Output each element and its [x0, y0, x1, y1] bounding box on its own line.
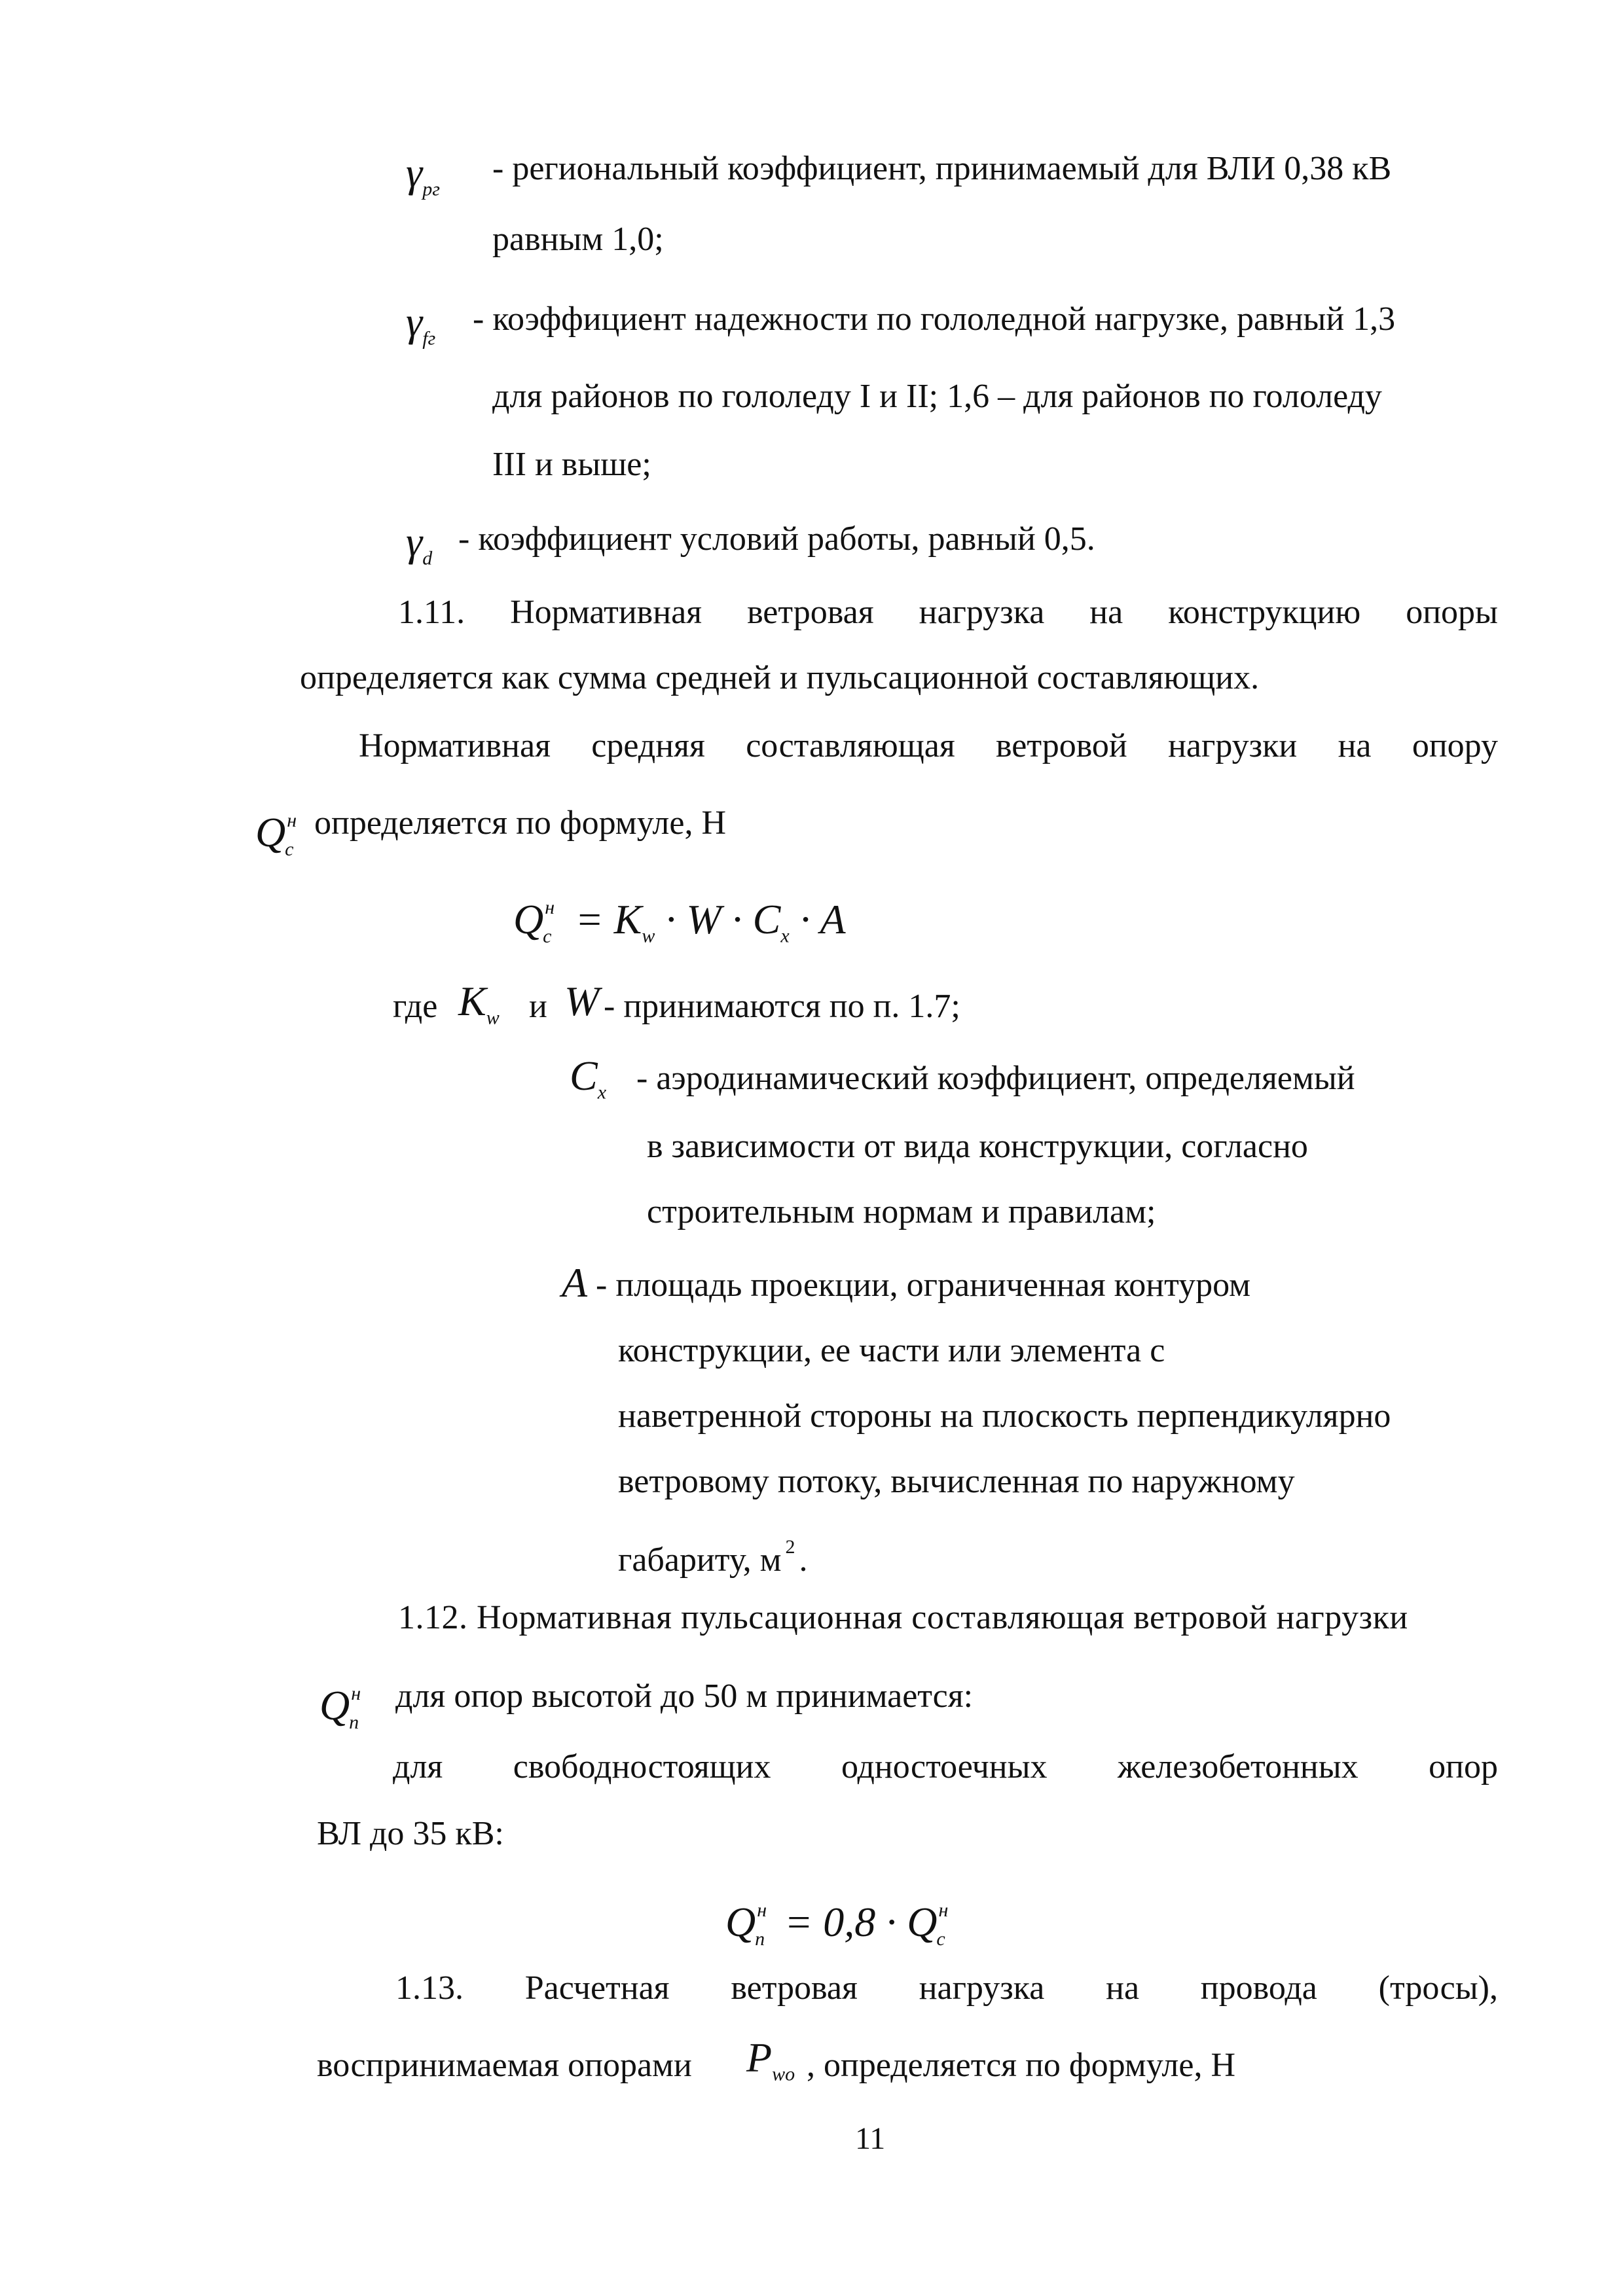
- p113-line2a: воспринимаемая опорами: [317, 2047, 692, 2084]
- pwo-symbol: $P_{wo}$: [746, 2034, 795, 2085]
- a-cont4: габариту, м $^2$ .: [618, 1536, 808, 1579]
- where-text: - принимаются по п. 1.7;: [604, 988, 960, 1025]
- p111b-line2: определяется по формуле, Н: [314, 804, 727, 842]
- gamma-fg-cont1: для районов по гололеду I и II; 1,6 – для районов по гололеду: [492, 378, 1382, 415]
- a-symbol: A: [562, 1259, 588, 1306]
- where-and: и: [529, 988, 547, 1025]
- gamma-fg-symbol: $\gamma_{fг}$: [406, 298, 436, 350]
- cx-text: - аэродинамический коэффициент, определяемый: [636, 1060, 1355, 1097]
- a-text: - площадь проекции, ограниченная контуром: [596, 1266, 1251, 1304]
- gamma-d-symbol: $\gamma_d$: [406, 518, 433, 569]
- p111-line2: определяется как сумма средней и пульсационной составляющих.: [300, 659, 1260, 696]
- formula-qc: $Q^н_с = K_w \cdot W \cdot C_x \cdot A$: [513, 896, 846, 947]
- gamma-rg-cont: равным 1,0;: [492, 221, 664, 258]
- p112-line3: для свободностоящих одностоечных железобетонных опор: [393, 1748, 1498, 1785]
- a-cont1: конструкции, ее части или элемента с: [618, 1332, 1165, 1369]
- a-cont3: ветровому потоку, вычисленная по наружному: [618, 1463, 1295, 1500]
- qp-symbol: $Q^н_п$: [319, 1682, 361, 1733]
- gamma-fg-cont2: III и выше;: [492, 446, 651, 483]
- p112-line4: ВЛ до 35 кВ:: [317, 1815, 504, 1852]
- w-symbol: W: [564, 978, 600, 1024]
- page-number: 11: [855, 2121, 886, 2156]
- p111b-line1: Нормативная средняя составляющая ветровой нагрузки на опору: [359, 727, 1498, 764]
- a-cont2: наветренной стороны на плоскость перпендикулярно: [618, 1397, 1391, 1435]
- gamma-d-text: - коэффициент условий работы, равный 0,5.: [458, 520, 1095, 558]
- gamma-rg-text: - региональный коэффициент, принимаемый для ВЛИ 0,38 кВ: [492, 150, 1392, 187]
- p112-line2: для опор высотой до 50 м принимается:: [395, 1677, 974, 1715]
- cx-cont2: строительным нормам и правилам;: [647, 1193, 1156, 1230]
- cx-symbol: $C_x$: [570, 1052, 607, 1103]
- p111-line1: 1.11. Нормативная ветровая нагрузка на конструкцию опоры: [398, 594, 1498, 631]
- gamma-fg-text: - коэффициент надежности по гололедной нагрузке, равный 1,3: [473, 300, 1396, 338]
- p113-line2b: , определяется по формуле, Н: [807, 2047, 1236, 2084]
- kw-symbol: $K_w$: [458, 978, 500, 1029]
- p113-line1: 1.13. Расчетная ветровая нагрузка на провода (тросы),: [395, 1969, 1498, 2007]
- cx-cont1: в зависимости от вида конструкции, согласно: [647, 1128, 1308, 1165]
- where-prefix: где: [393, 988, 438, 1025]
- p112-line1: 1.12. Нормативная пульсационная составляющая ветровой нагрузки: [398, 1599, 1408, 1636]
- gamma-rg-symbol: $\gamma_{рг}$: [406, 149, 440, 200]
- formula-qp: $Q^н_п = 0,8 \cdot Q^н_с$: [725, 1899, 949, 1950]
- qc-symbol: $Q^н_с$: [255, 809, 297, 860]
